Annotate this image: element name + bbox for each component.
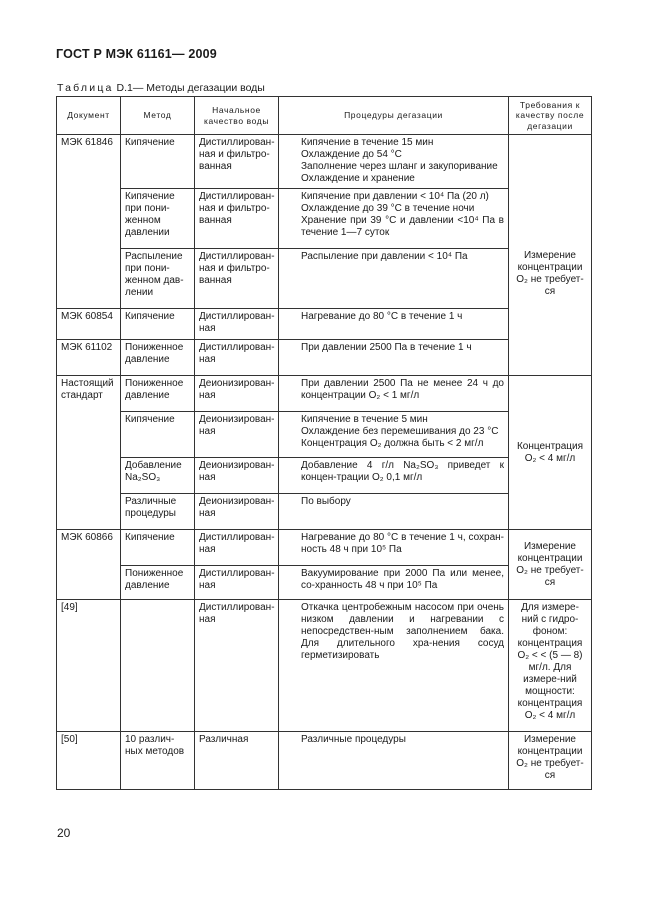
table-caption: [57, 82, 265, 94]
cell-quality: Дистиллирован-ная: [195, 530, 279, 566]
cell-method: Кипячение: [121, 530, 195, 566]
table-row: [57, 530, 592, 566]
cell-procedure: [279, 135, 509, 189]
cell-requirement: Измерение концентрации O₂ не требует-ся: [509, 135, 592, 376]
cell-method: 10 различ-ных методов: [121, 732, 195, 790]
cell-procedure: [279, 309, 509, 340]
cell-method: Кипячение: [121, 412, 195, 458]
cell-requirement: Концентрация O₂ < 4 мг/л: [509, 376, 592, 530]
cell-method: Кипячение: [121, 309, 195, 340]
cell-procedure: [279, 376, 509, 412]
table-caption-word: Таблица: [57, 82, 114, 94]
cell-quality: Деионизирован-ная: [195, 412, 279, 458]
cell-quality: Дистиллирован-ная и фильтро-ванная: [195, 189, 279, 249]
col-header-procedures: Процедуры дегазации: [279, 97, 509, 135]
cell-requirement: Для измере-ний с гидро-фоном: концентрация O₂ < < (5 — 8) мг/л. Для измере-ний мощности: концентрация O₂ < 4 мг/л: [509, 600, 592, 732]
cell-procedure: [279, 600, 509, 732]
cell-procedure: [279, 189, 509, 249]
procedure-line: Нагревание до 80 °С в течение 1 ч: [301, 311, 463, 322]
cell-method: Пониженное давление: [121, 566, 195, 600]
procedure-line: Добавление 4 г/л Na₂SO₃ приведет к концен-трации O₂ 0,1 мг/л: [301, 460, 504, 483]
procedure-line: Откачка центробежным насосом при очень низком давлении и нагревании с непосредствен-ным заполнением бака. Для длительного хра-нения сосуд герметизировать: [301, 602, 504, 661]
cell-procedure: [279, 412, 509, 458]
table-header-row: [57, 97, 592, 135]
cell-quality: Дистиллирован-ная: [195, 340, 279, 376]
procedure-line: Охлаждение до 54 °С: [301, 149, 402, 160]
procedure-line: Концентрация O₂ должна быть < 2 мг/л: [301, 438, 484, 449]
cell-method: Различные процедуры: [121, 494, 195, 530]
cell-method: [121, 600, 195, 732]
procedure-line: Нагревание до 80 °С в течение 1 ч, сохран-ность 48 ч при 10⁵ Па: [301, 532, 504, 555]
cell-quality: Дистиллирован-ная: [195, 566, 279, 600]
procedure-line: Кипячение в течение 15 мин: [301, 137, 434, 148]
cell-document: МЭК 60866: [57, 530, 121, 600]
cell-procedure: [279, 458, 509, 494]
procedure-line: При давлении 2500 Па в течение 1 ч: [301, 342, 472, 353]
procedure-line: При давлении 2500 Па не менее 24 ч до концентрации O₂ < 1 мг/л: [301, 378, 504, 401]
cell-requirement: Измерение концентрации O₂ не требует-ся: [509, 530, 592, 600]
cell-method: Пониженное давление: [121, 376, 195, 412]
cell-procedure: [279, 494, 509, 530]
cell-method: Кипячение: [121, 135, 195, 189]
cell-procedure: [279, 732, 509, 790]
cell-procedure: [279, 249, 509, 309]
procedure-line: Охлаждение до 39 °С в течение ночи: [301, 203, 475, 214]
table-row: [57, 600, 592, 732]
cell-procedure: [279, 530, 509, 566]
cell-quality: Деионизирован-ная: [195, 494, 279, 530]
cell-quality: Дистиллирован-ная и фильтро-ванная: [195, 135, 279, 189]
cell-procedure: [279, 566, 509, 600]
procedure-line: Хранение при 39 °С и давлении <10⁴ Па в течение 1—7 суток: [301, 215, 504, 238]
cell-procedure: [279, 340, 509, 376]
cell-method: Кипячение при пони-женном давлении: [121, 189, 195, 249]
table-row: [57, 732, 592, 790]
table-row: [57, 376, 592, 412]
cell-document: Настоящий стандарт: [57, 376, 121, 530]
table-caption-title: D.1— Методы дегазации воды: [116, 82, 265, 94]
procedure-line: Заполнение через шланг и закупоривание: [301, 161, 498, 172]
procedure-line: Кипячение в течение 5 мин: [301, 414, 428, 425]
degassing-methods-table: [56, 96, 592, 790]
cell-document: [49]: [57, 600, 121, 732]
cell-quality: Деионизирован-ная: [195, 376, 279, 412]
procedure-line: Вакуумирование при 2000 Па или менее, со-хранность 48 ч при 10⁵ Па: [301, 568, 504, 591]
cell-document: МЭК 61846: [57, 135, 121, 309]
procedure-line: Охлаждение и хранение: [301, 173, 415, 184]
col-header-initial-quality: Начальное качество воды: [195, 97, 279, 135]
cell-document: [50]: [57, 732, 121, 790]
col-header-document: Документ: [57, 97, 121, 135]
col-header-method: Метод: [121, 97, 195, 135]
procedure-line: Кипячение при давлении < 10⁴ Па (20 л): [301, 191, 489, 202]
cell-quality: Деионизирован-ная: [195, 458, 279, 494]
procedure-line: По выбору: [301, 496, 351, 507]
cell-quality: Дистиллирован-ная: [195, 309, 279, 340]
cell-method: Добавление Na₂SO₃: [121, 458, 195, 494]
cell-method: Распыление при пони-женном дав-лении: [121, 249, 195, 309]
procedure-line: Распыление при давлении < 10⁴ Па: [301, 251, 468, 262]
procedure-line: Охлаждение без перемешивания до 23 °С: [301, 426, 499, 437]
table-row: [57, 135, 592, 189]
cell-requirement: Измерение концентрации O₂ не требует-ся: [509, 732, 592, 790]
document-header: ГОСТ Р МЭК 61161— 2009: [56, 47, 217, 61]
cell-document: МЭК 61102: [57, 340, 121, 376]
cell-method: Пониженное давление: [121, 340, 195, 376]
cell-quality: Дистиллирован-ная и фильтро-ванная: [195, 249, 279, 309]
procedure-line: Различные процедуры: [301, 734, 406, 745]
cell-quality: Дистиллирован-ная: [195, 600, 279, 732]
page-number: 20: [57, 826, 71, 840]
cell-quality: Различная: [195, 732, 279, 790]
col-header-requirements: Требования к качеству после дегазации: [509, 97, 592, 135]
cell-document: МЭК 60854: [57, 309, 121, 340]
